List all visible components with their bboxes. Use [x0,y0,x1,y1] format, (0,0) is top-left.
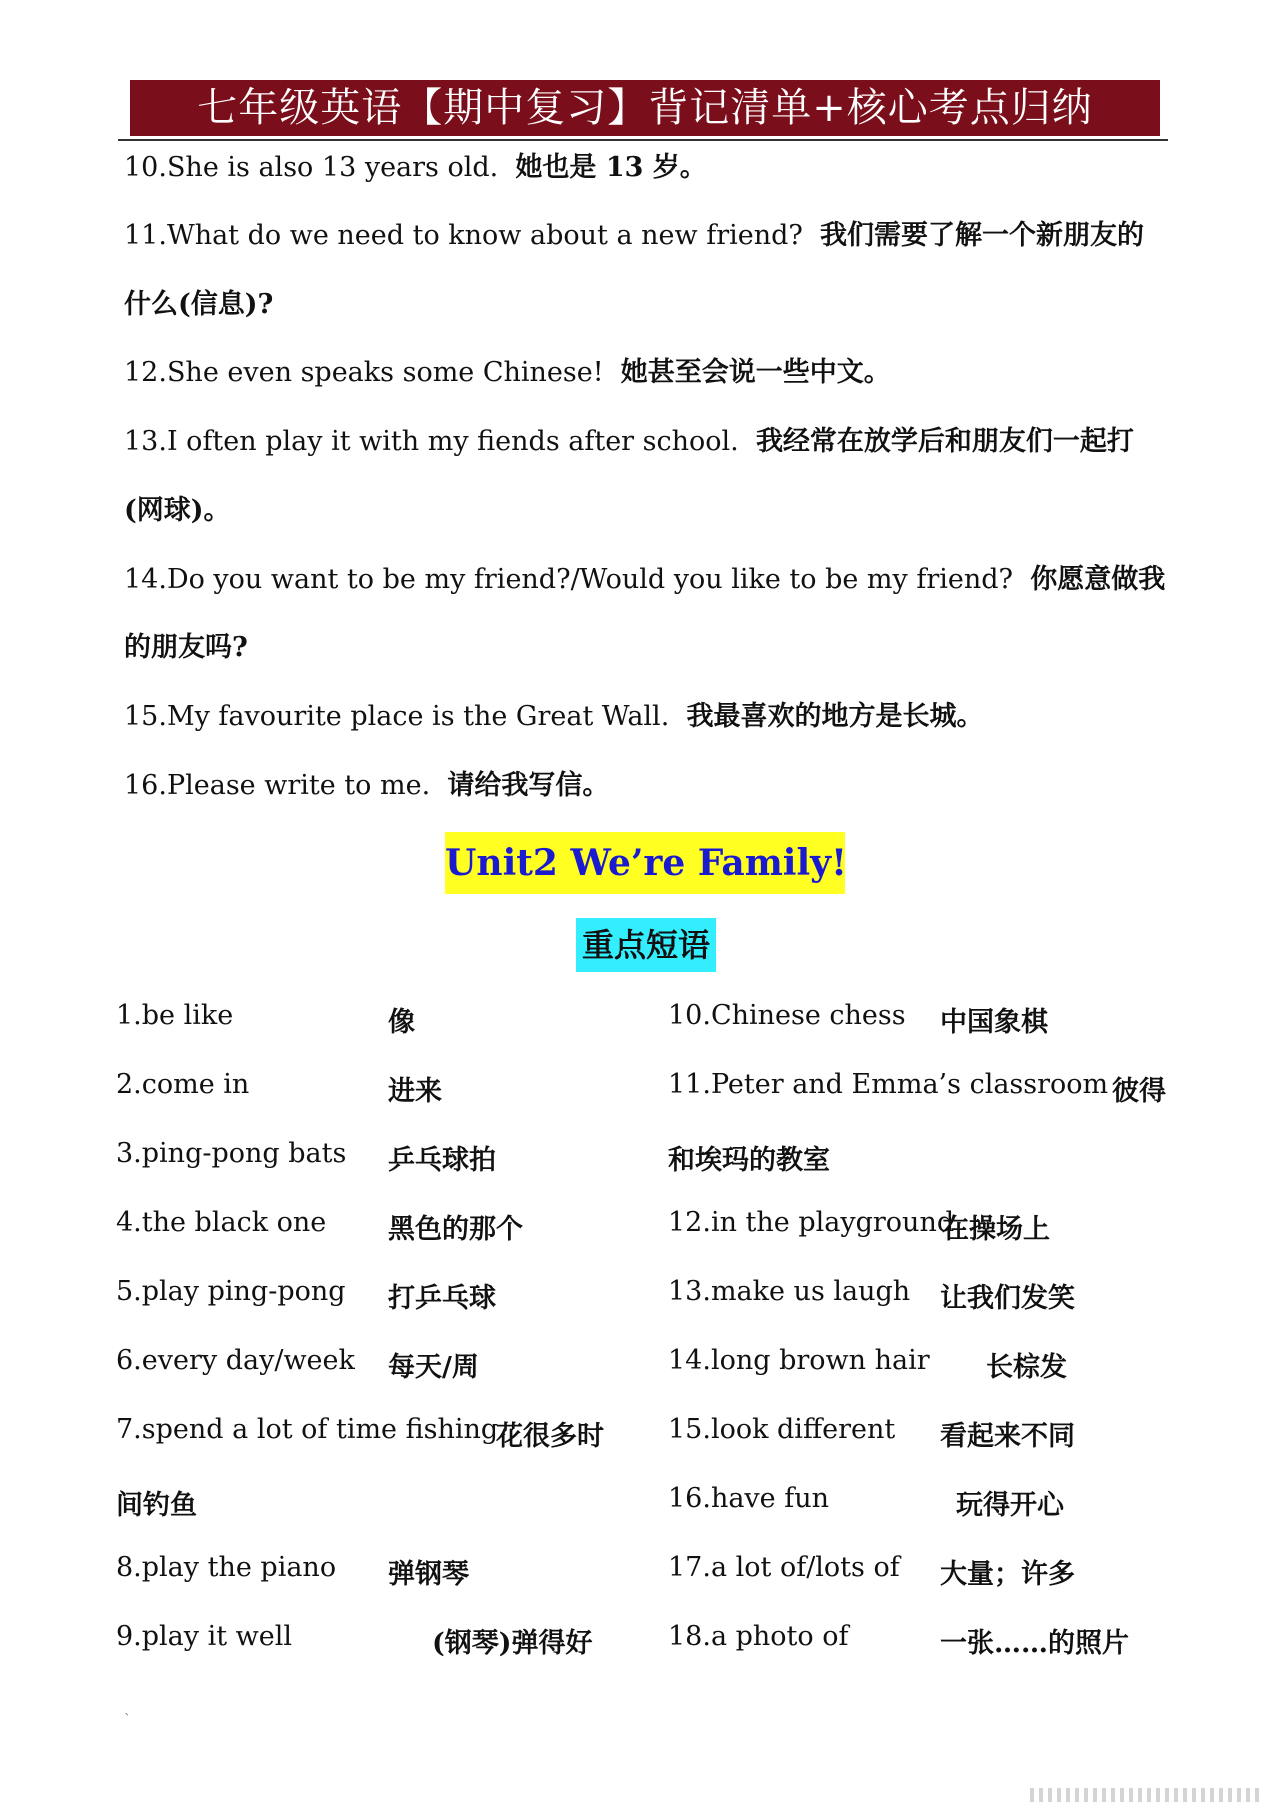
phrase-en: 17.a lot of/lots of [668,1552,900,1583]
phrase-cn: (钢琴)弹得好 [432,1628,593,1659]
sentence-line [124,763,1184,802]
sentence-en: 11.What do we need to know about a new friend? [124,220,803,251]
sentence-line [124,419,1184,458]
phrase-en: 6.every day/week [116,1345,355,1376]
phrase-en: 15.look different [668,1414,896,1445]
sentence-en: 10.She is also 13 years old. [124,152,499,183]
phrase-en: 16.have fun [668,1483,830,1514]
phrase-cn: 长棕发 [986,1352,1067,1383]
sentence-en: 12.She even speaks some Chinese! [124,357,604,388]
phrase-cn: 花很多时 [496,1421,604,1452]
phrase-cn: 让我们发笑 [940,1283,1075,1314]
sentence-en: 15.My favourite place is the Great Wall. [124,701,670,732]
phrase-cn: 和埃玛的教室 [668,1145,830,1176]
sentence-line [124,282,1184,321]
phrase-cn: 一张……的照片 [940,1628,1129,1659]
phrase-cn: 在操场上 [942,1214,1050,1245]
phrase-en: 1.be like [116,1000,234,1031]
sentence-cn: 我经常在放学后和朋友们一起打 [755,426,1134,457]
phrase-en: 9.play it well [116,1621,293,1652]
phrase-cn: 弹钢琴 [388,1559,469,1590]
phrase-cn: 打乒乓球 [388,1283,496,1314]
phrase-cn: 黑色的那个 [388,1214,523,1245]
phrase-cn: 每天/周 [388,1352,479,1383]
phrase-en: 14.long brown hair [668,1345,930,1376]
phrase-en: 10.Chinese chess [668,1000,906,1031]
sentence-en: 14.Do you want to be my friend?/Would you like to be my friend? [124,564,1014,595]
watermark-logo [1030,1788,1260,1802]
phrase-cn: 乒乓球拍 [388,1145,496,1176]
sentence-cn: 我们需要了解一个新朋友的 [820,220,1145,251]
phrase-cn: 间钓鱼 [116,1490,197,1521]
unit-title: Unit2 We’re Family! [445,832,845,894]
sentence-cn: 我最喜欢的地方是长城。 [686,701,984,732]
sentence-cn: 你愿意做我 [1030,564,1166,595]
phrase-cn: 像 [388,1007,415,1038]
phrase-en: 4.the black one [116,1207,327,1238]
sentence-cn: 什么(信息)? [124,289,274,320]
sentence-en: 13.I often play it with my fiends after school. [124,426,739,457]
footer-mark: ` [124,1712,131,1728]
phrase-en: 5.play ping-pong [116,1276,346,1307]
sentence-en: 16.Please write to me. [124,770,431,801]
sentence-cn: 她也是 13 岁。 [515,152,707,183]
sentence-line [124,213,1184,252]
sentence-cn: 的朋友吗? [124,632,248,663]
sentence-line [124,350,1184,389]
sentence-line [124,557,1184,596]
sentence-line [124,488,1184,527]
header-divider [118,139,1168,141]
section-title: 重点短语 [576,918,716,972]
phrase-en: 12.in the playground [668,1207,955,1238]
page-header-banner [130,80,1160,136]
phrase-en: 13.make us laugh [668,1276,911,1307]
phrase-cn: 彼得 [1112,1076,1166,1107]
phrase-en: 3.ping-pong bats [116,1138,347,1169]
sentence-cn: (网球)。 [124,495,231,526]
sentence-cn: 她甚至会说一些中文。 [620,357,891,388]
sentence-line [124,694,1184,733]
phrase-en: 2.come in [116,1069,250,1100]
phrase-cn: 看起来不同 [940,1421,1075,1452]
phrase-cn: 进来 [388,1076,442,1107]
page-title: 七年级英语【期中复习】背记清单+核心考点归纳 [197,85,1093,131]
phrase-cn: 玩得开心 [956,1490,1064,1521]
phrase-en: 7.spend a lot of time fishing [116,1414,499,1445]
sentence-cn: 请给我写信。 [447,770,610,801]
phrase-en: 11.Peter and Emma’s classroom [668,1069,1109,1100]
phrase-en: 18.a photo of [668,1621,849,1652]
phrase-en: 8.play the piano [116,1552,337,1583]
sentence-line [124,145,1184,184]
phrase-cn: 大量；许多 [940,1559,1075,1590]
phrase-cn: 中国象棋 [940,1007,1048,1038]
sentence-line [124,625,1184,664]
